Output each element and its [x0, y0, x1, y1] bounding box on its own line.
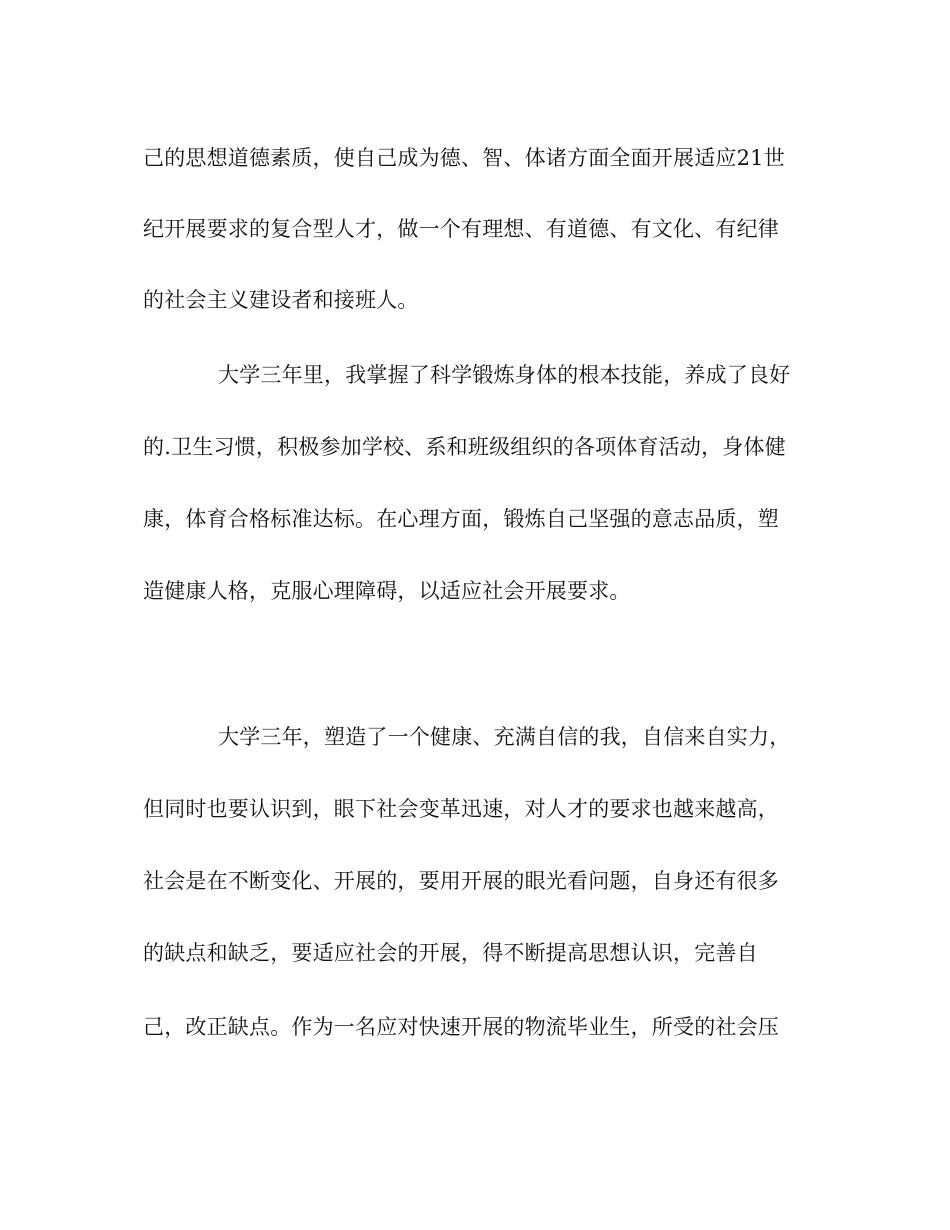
paragraph-1-line-2: 纪开展要求的复合型人才，做一个有理想、有道德、有文化、有纪律: [143, 217, 779, 241]
paragraph-3-line-5: 己，改正缺点。作为一名应对快速开展的物流毕业生，所受的社会压: [143, 1015, 779, 1039]
paragraph-1-line-3: 的社会主义建设者和接班人。: [143, 288, 419, 312]
paragraph-3-line-1: 大学三年，塑造了一个健康、充满自信的我，自信来自实力，: [218, 725, 791, 749]
paragraph-1-line-1: 己的思想道德素质，使自己成为德、智、体诸方面全面开展适应21世: [143, 146, 785, 170]
paragraph-2-line-4: 造健康人格，克服心理障碍，以适应社会开展要求。: [143, 579, 631, 603]
paragraph-2-line-3: 康，体育合格标准达标。在心理方面，锻炼自己坚强的意志品质，塑: [143, 507, 779, 531]
paragraph-3-line-2: 但同时也要认识到，眼下社会变革迅速，对人才的要求也越来越高，: [143, 797, 779, 821]
paragraph-3-line-4: 的缺点和缺乏，要适应社会的开展，得不断提高思想认识，完善自: [143, 941, 758, 965]
paragraph-3-line-3: 社会是在不断变化、开展的，要用开展的眼光看问题，自身还有很多: [143, 869, 779, 893]
paragraph-2-line-1: 大学三年里，我掌握了科学锻炼身体的根本技能，养成了良好: [218, 363, 791, 387]
paragraph-2-line-2: 的.卫生习惯，积极参加学校、系和班级组织的各项体育活动，身体健: [143, 435, 786, 459]
